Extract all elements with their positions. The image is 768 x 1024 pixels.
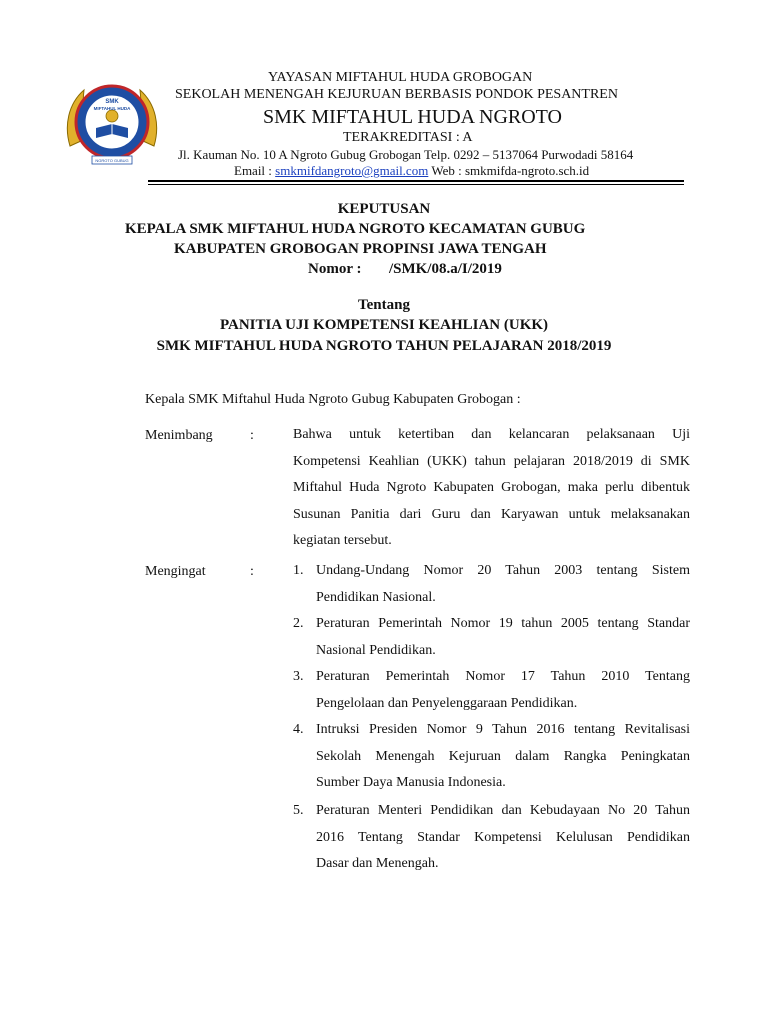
menimbang-label: Menimbang [145, 428, 213, 443]
subject-line-1: PANITIA UJI KOMPETENSI KEAHLIAN (UKK) [219, 317, 549, 333]
menimbang-colon: : [250, 428, 254, 443]
intro-text: Kepala SMK Miftahul Huda Ngroto Gubug Kabupaten Grobogan : [145, 392, 521, 407]
item-number: 3. [293, 669, 304, 684]
subject-line-2: SMK MIFTAHUL HUDA NGROTO TAHUN PELAJARAN 2018/2019 [156, 338, 612, 354]
letterhead-rule-thick [148, 180, 684, 182]
contact-line [234, 163, 589, 179]
mengingat-item-4 [293, 717, 690, 797]
mengingat-label: Mengingat [145, 564, 206, 579]
logo-text-name: MIFTAHUL HUDA [93, 106, 131, 111]
email-label: Email : [234, 163, 272, 178]
item-line: Sekolah Menengah Kejuruan dalam Rangka Peningkatan [316, 748, 690, 764]
item-line: Undang-Undang Nomor 20 Tahun 2003 tentang Sistem [316, 563, 690, 578]
decree-number [308, 261, 502, 278]
website: Web : smkmifda-ngroto.sch.id [431, 163, 590, 178]
mengingat-item-5 [293, 798, 690, 878]
about-label: Tentang [358, 297, 410, 313]
item-line: Peraturan Pemerintah Nomor 17 Tahun 2010 Tentang [316, 669, 690, 684]
item-line: Peraturan Pemerintah Nomor 19 tahun 2005 tentang Standar [316, 616, 690, 631]
item-line: Dasar dan Menengah. [316, 856, 439, 871]
mengingat-item-2 [293, 611, 690, 664]
item-number: 1. [293, 563, 304, 578]
item-line: Nasional Pendidikan. [316, 642, 436, 658]
decree-line-2: KABUPATEN GROBOGAN PROPINSI JAWA TENGAH [174, 241, 547, 257]
menimbang-line: Kompetensi Keahlian (UKK) tahun pelajaran 2018/2019 di SMK [293, 453, 690, 469]
item-line: Peraturan Menteri Pendidikan dan Kebudayaan No 20 Tahun [316, 803, 690, 818]
menimbang-line: kegiatan tersebut. [293, 533, 392, 548]
menimbang-line: Bahwa untuk ketertiban dan kelancaran pelaksanaan Uji [293, 427, 690, 442]
menimbang-text [293, 422, 690, 555]
item-line: Sumber Daya Manusia Indonesia. [316, 775, 506, 790]
decree-title: KEPUTUSAN [337, 201, 431, 217]
item-line: Pendidikan Nasional. [316, 589, 436, 605]
school-type: SEKOLAH MENENGAH KEJURUAN BERBASIS PONDOK PESANTREN [175, 87, 618, 102]
menimbang-line: Miftahul Huda Ngroto Kabupaten Grobogan, maka perlu dibentuk [293, 480, 690, 495]
decree-number-value: /SMK/08.a/I/2019 [388, 261, 502, 277]
item-line: Intruksi Presiden Nomor 9 Tahun 2016 tentang Revitalisasi [316, 722, 690, 737]
item-number: 4. [293, 722, 304, 737]
school-logo [62, 76, 162, 172]
logo-emblem [106, 110, 118, 122]
school-address: Jl. Kauman No. 10 A Ngroto Gubug Grobogan Telp. 0292 – 5137064 Purwodadi 58164 [178, 147, 634, 162]
logo-text-top: SMK [105, 99, 119, 105]
mengingat-item-3 [293, 664, 690, 717]
item-line: 2016 Tentang Standar Kompetensi Kelulusan Pendidikan [316, 829, 690, 845]
mengingat-item-1 [293, 558, 690, 611]
menimbang-line: Susunan Panitia dari Guru dan Karyawan untuk melaksanakan [293, 506, 690, 522]
accreditation: TERAKREDITASI : A [343, 130, 473, 145]
item-number: 2. [293, 616, 304, 631]
email-link[interactable]: smkmifdangroto@gmail.com [275, 163, 429, 178]
letterhead-rule-thin [148, 184, 684, 185]
mengingat-colon: : [250, 564, 254, 579]
decree-number-label: Nomor : [308, 261, 362, 277]
item-line: Pengelolaan dan Penyelenggaraan Pendidikan. [316, 695, 578, 711]
decree-line-1: KEPALA SMK MIFTAHUL HUDA NGROTO KECAMATAN GUBUG [125, 221, 586, 237]
foundation-name: YAYASAN MIFTAHUL HUDA GROBOGAN [268, 70, 533, 85]
item-number: 5. [293, 803, 304, 818]
school-name: SMK MIFTAHUL HUDA NGROTO [263, 106, 562, 128]
logo-text-bottom: NGROTO GUBUG [95, 158, 129, 163]
